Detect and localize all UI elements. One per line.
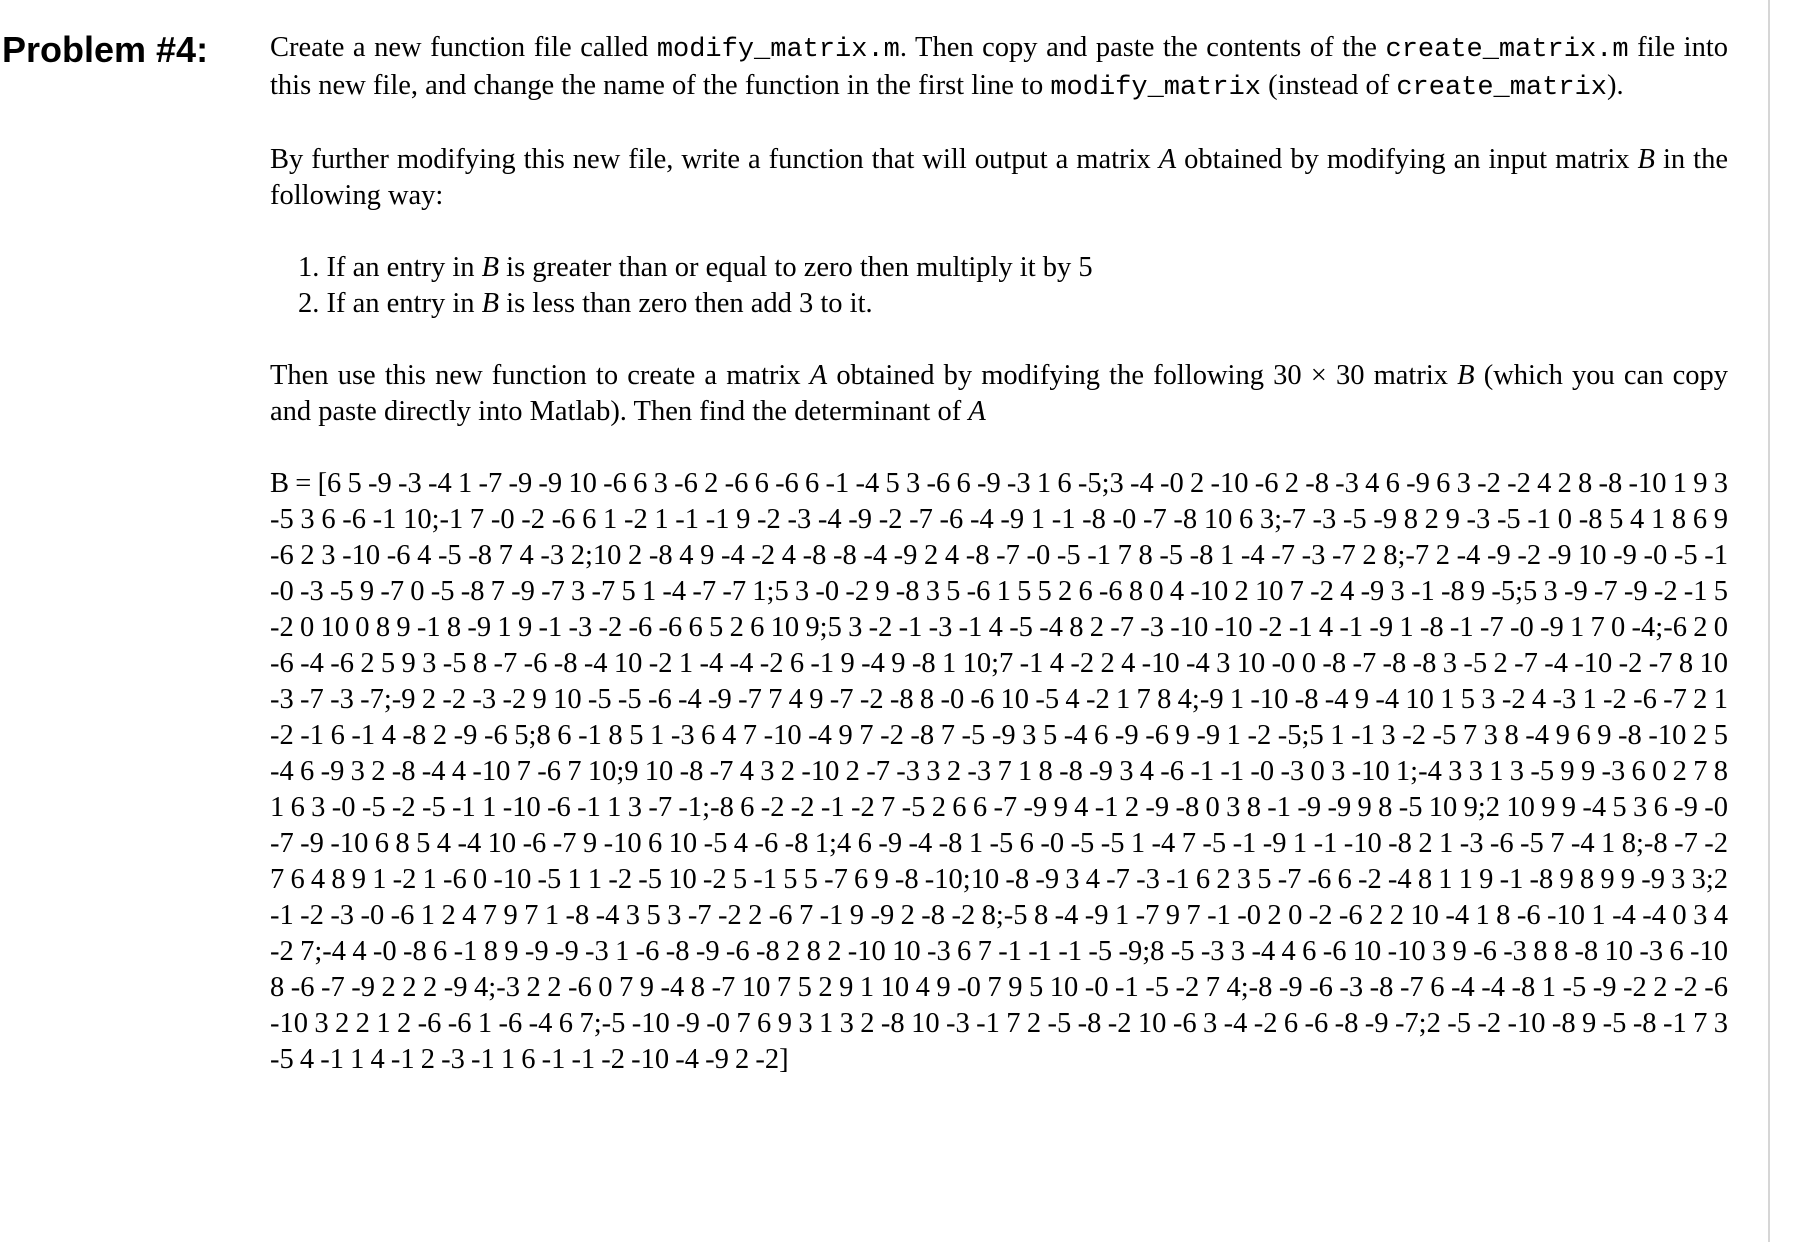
text-segment: By further modifying this new file, write a function that will output a matrix [270, 144, 1159, 175]
matrix-b-definition[interactable]: B = [6 5 -9 -3 -4 1 -7 -9 -9 10 -6 6 3 -6 2 -6 6 -6 6 -1 -4 5 3 -6 6 -9 -3 1 6 -5;3 -4 -0 2 -10 -6 2 -8 -3 4 6 -9 6 3 -2 -2 4 2 8 -8 -10 1 9 3 -5 3 6 -6 -1 10;-1 7 -0 -2 -6 6 1 -2 1 -1 -1 9 -2 -3 -4 -9 -2 -7 -6 -4 -9 1 -1 -8 -0 -7 -8 10 6 3;-7 -3 -5 -9 8 2 9 -3 -5 -1 0 -8 5 4 1 8 6 9 -6 2 3 -10 -6 4 -5 -8 7 4 -3 2;10 2 -8 4 9 -4 -2 4 -8 -8 -4 -9 2 4 -8 -7 -0 -5 -1 7 8 -5 -8 1 -4 -7 -3 -7 2 8;-7 2 -4 -9 -2 -9 10 -9 -0 -5 -1 -0 -3 -5 9 -7 0 -5 -8 7 -9 -7 3 -7 5 1 -4 -7 -7 1;5 3 -0 -2 9 -8 3 5 -6 1 5 5 2 6 -6 8 0 4 -10 2 10 7 -2 4 -9 3 -1 -8 9 -5;5 3 -9 -7 -9 -2 -1 5 -2 0 10 0 8 9 -1 8 -9 1 9 -1 -3 -2 -6 -6 6 5 2 6 10 9;5 3 -2 -1 -3 -1 4 -5 -4 8 2 -7 -3 -10 -10 -2 -1 4 -1 -9 1 -8 -1 -7 -0 -9 1 7 0 -4;-6 2 0 -6 -4 -6 2 5 9 3 -5 8 -7 -6 -8 -4 10 -2 1 -4 -4 -2 6 -1 9 -4 9 -8 1 10;7 -1 4 -2 2 4 -10 -4 3 10 -0 0 -8 -7 -8 -8 3 -5 2 -7 -4 -10 -2 -7 8 10 -3 -7 -3 -7;-9 2 -2 -3 -2 9 10 -5 -5 -6 -4 -9 -7 7 4 9 -7 -2 -8 8 -0 -6 10 -5 4 -2 1 7 8 4;-9 1 -10 -8 -4 9 -4 10 1 5 3 -2 4 -3 1 -2 -6 -7 2 1 -2 -1 6 -1 4 -8 2 -9 -6 5;8 6 -1 8 5 1 -3 6 4 7 -10 -4 9 7 -2 -8 7 -5 -9 3 5 -4 6 -9 -6 9 -9 1 -2 -5;5 1 -1 3 -2 -5 7 3 8 -4 9 6 9 -8 -10 2 5 -4 6 -9 3 2 -8 -4 4 -10 7 -6 7 10;9 10 -8 -7 4 3 2 -10 2 -7 -3 3 2 -3 7 1 8 -8 -9 3 4 -6 -1 -1 -0 -3 0 3 -10 1;-4 3 3 1 3 -5 9 9 -3 6 0 2 7 8 1 6 3 -0 -5 -2 -5 -1 1 -10 -6 -1 1 3 -7 -1;-8 6 -2 -2 -1 -2 7 -5 2 6 6 -7 -9 9 4 -1 2 -9 -8 0 3 8 -1 -9 -9 9 8 -5 10 9;2 10 9 9 -4 5 3 6 -9 -0 -7 -9 -10 6 8 5 4 -4 10 -6 -7 9 -10 6 10 -5 4 -6 -8 1;4 6 -9 -4 -8 1 -5 6 -0 -5 -5 1 -4 7 -5 -1 -9 1 -1 -10 -8 2 1 -3 -6 -5 7 -4 1 8;-8 -7 -2 7 6 4 8 9 1 -2 1 -6 0 -10 -5 1 1 -2 -5 10 -2 5 -1 5 5 -7 6 9 -8 -10;10 -8 -9 3 4 -7 -3 -1 6 2 3 5 -7 -6 6 -2 -4 8 1 1 9 -1 -8 9 8 9 9 -9 3 3;2 -1 -2 -3 -0 -6 1 2 4 7 9 7 1 -8 -4 3 5 3 -7 -2 2 -6 7 -1 9 -9 2 -8 -2 8;-5 8 -4 -9 1 -7 9 7 -1 -0 2 0 -2 -6 2 2 10 -4 1 8 -6 -10 1 -4 -4 0 3 4 -2 7;-4 4 -0 -8 6 -1 8 9 -9 -9 -3 1 -6 -8 -9 -6 -8 2 8 2 -10 10 -3 6 7 -1 -1 -1 -5 -9;8 -5 -3 3 -4 4 6 -6 10 -10 3 9 -6 -3 8 8 -8 10 -3 6 -10 8 -6 -7 -9 2 2 2 -9 4;-3 2 2 -6 0 7 9 -4 8 -7 10 7 5 2 9 1 10 4 9 -0 7 9 5 10 -0 -1 -5 -2 7 4;-8 -9 -6 -3 -8 -7 6 -4 -4 -8 1 -5 -9 -2 2 -2 -6 -10 3 2 2 1 2 -6 -6 1 -6 -4 6 7;-5 -10 -9 -0 7 6 9 3 1 3 2 -8 10 -3 -1 7 2 -5 -8 -2 10 -6 3 -4 -2 6 -6 -8 -9 -7;2 -5 -2 -10 -8 9 -5 -8 -1 7 3 -5 4 -1 1 4 -1 2 -3 -1 1 6 -1 -1 -2 -10 -4 -9 2 -2] [270, 468, 1728, 1075]
text-segment: in the following way: [270, 144, 1728, 211]
code-modify-matrix-file: modify_matrix.m [656, 35, 900, 65]
problem-content [270, 30, 1728, 1078]
variable-a: A [809, 360, 828, 391]
rule-item-1 [298, 250, 1728, 286]
text-segment: file into this new file, and change the name of the function in the first line to [270, 32, 1728, 101]
variable-b: B [481, 288, 500, 319]
text-segment: is greater than or equal to zero then multiply it by 5 [499, 252, 1093, 283]
variable-b: B [1637, 144, 1655, 175]
code-create-matrix-name: create_matrix [1396, 73, 1607, 103]
instructions-paragraph-2 [270, 142, 1728, 214]
text-segment: 1. If an entry in [298, 252, 482, 283]
problem-label: Problem #4: [2, 29, 209, 70]
text-segment: is less than zero then add 3 to it. [499, 288, 873, 319]
code-modify-matrix-name: modify_matrix [1050, 73, 1261, 103]
rule-item-2 [298, 286, 1728, 322]
text-segment: Then use this new function to create a matrix [270, 360, 810, 391]
instructions-paragraph-1 [270, 30, 1728, 106]
variable-a: A [968, 396, 986, 427]
variable-b: B [1457, 360, 1475, 391]
variable-b: B [481, 252, 500, 283]
instructions-paragraph-3 [270, 358, 1728, 430]
code-create-matrix-file: create_matrix.m [1385, 35, 1629, 65]
variable-a: A [1158, 144, 1177, 175]
page-edge-divider [1768, 0, 1770, 1242]
text-segment: obtained by modifying an input matrix [1176, 144, 1638, 175]
text-segment: Create a new function file called [270, 32, 657, 63]
text-segment: ). [1606, 70, 1624, 101]
text-segment: . Then copy and paste the contents of the [899, 32, 1386, 63]
rules-list [270, 250, 1728, 322]
text-segment: obtained by modifying the following 30 × 30 matrix [827, 360, 1458, 391]
text-segment: (instead of [1261, 70, 1397, 101]
text-segment: 2. If an entry in [298, 288, 482, 319]
text-segment: (which you can copy and paste directly into Matlab). Then find the determinant of [270, 360, 1729, 427]
